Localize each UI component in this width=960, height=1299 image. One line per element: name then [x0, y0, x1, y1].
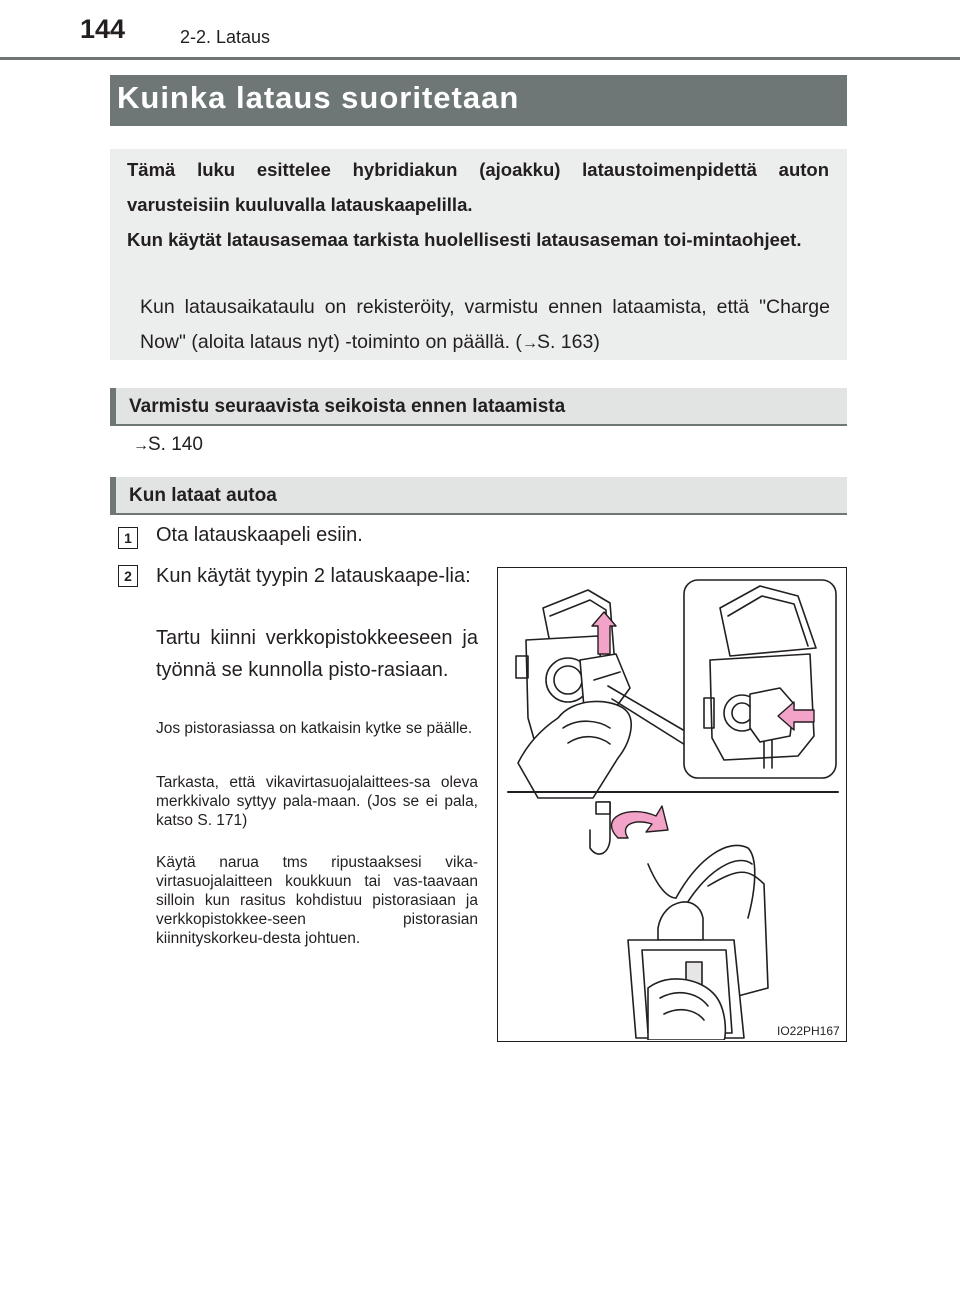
intro-note	[140, 290, 830, 361]
step-2-note-1: Jos pistorasiassa on katkaisin kytke se päälle.	[156, 720, 473, 737]
header-divider	[0, 57, 960, 60]
step-1-text: Ota latauskaapeli esiin.	[156, 524, 363, 546]
illustration-figure	[497, 567, 847, 1042]
step-2-note-3: Käytä narua tms ripustaaksesi vika-virtasuojalaitteen koukkuun tai vas-taavaan silloin kun rasitus kohdistuu pistorasiaan ja verkkopistokkee-seen pistorasian kiinnityskorkeu-desta johtuen.	[156, 854, 478, 947]
page-title: Kuinka lataus suoritetaan	[117, 80, 520, 115]
section-heading-1: Varmistu seuraavista seikoista ennen lataamista	[129, 396, 566, 417]
section-divider	[110, 513, 847, 515]
curved-arrow-icon	[612, 806, 668, 838]
section-divider	[110, 424, 847, 426]
intro-note-ref[interactable]: S. 163)	[536, 331, 600, 353]
step-2-subtext: Tartu kiinni verkkopistokkeeseen ja työnnä se kunnolla pisto-rasiaan.	[156, 627, 478, 681]
section-heading-2: Kun lataat autoa	[129, 485, 277, 506]
reference-line	[133, 434, 203, 456]
intro-paragraph-2: Kun käytät latausasemaa tarkista huolellisesti latausaseman toi-mintaohjeet.	[127, 229, 802, 250]
intro-note-text: Kun latausaikataulu on rekisteröity, varmistu ennen lataamista, että "Charge Now" (aloita lataus nyt) -toiminto on päällä. (	[140, 296, 830, 353]
reference-arrow-icon: →	[133, 437, 148, 454]
step-number-2: 2	[118, 565, 138, 587]
step-2-text: Kun käytät tyypin 2 latauskaape-lia:	[156, 565, 471, 587]
step-2-note-2: Tarkasta, että vikavirtasuojalaittees-sa oleva merkkivalo syttyy pala-maan. (Jos se ei pala, katso S. 171)	[156, 774, 478, 829]
page-number: 144	[80, 14, 126, 44]
chapter-title: 2-2. Lataus	[180, 27, 271, 47]
reference-link[interactable]: S. 140	[148, 434, 203, 455]
reference-arrow-icon: →	[521, 335, 537, 352]
charging-socket-illustration	[498, 568, 845, 1040]
intro-paragraph-1: Tämä luku esittelee hybridiakun (ajoakku) lataustoimenpidettä auton varusteisiin kuuluvalla latauskaapelilla.	[127, 159, 829, 215]
step-number-1: 1	[118, 527, 138, 549]
figure-code: IO22PH167	[777, 1024, 840, 1038]
